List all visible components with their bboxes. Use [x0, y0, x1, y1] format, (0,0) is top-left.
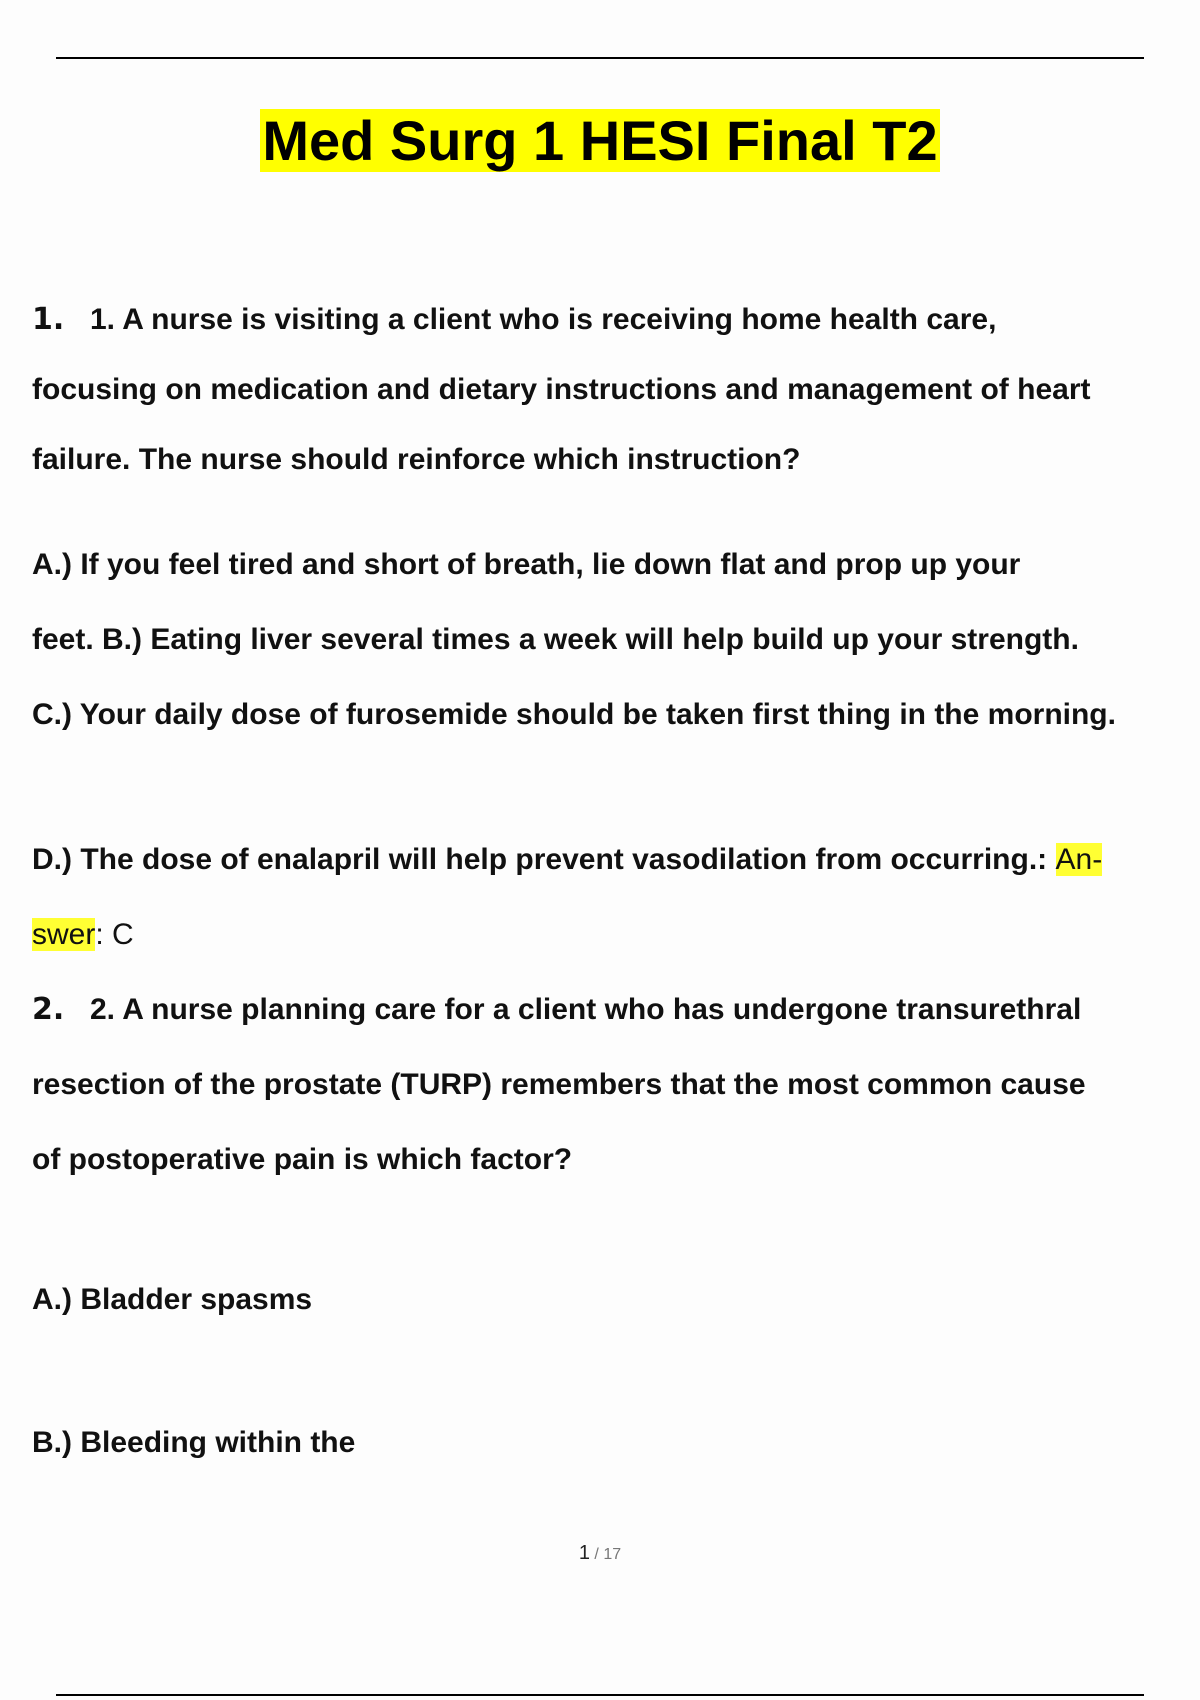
question-1-option-line-3: [32, 695, 1192, 840]
question-2-stem-line-1: 2. A nurse planning care for a client who has undergone transurethral: [90, 993, 1082, 1026]
question-1-stem-line-2: focusing on medication and dietary instructions and management of heart: [32, 373, 1091, 406]
question-1-line-3: [32, 440, 1192, 545]
page-number-current: 1: [578, 1542, 590, 1564]
answer-label-part-2: swer: [32, 918, 96, 951]
question-1-option-text-1: A.) If you feel tired and short of breath, lie down flat and prop up your: [32, 548, 1021, 581]
question-2-line-2: [32, 1065, 1192, 1140]
question-2-line-1: [32, 990, 1192, 1065]
question-2-stem-line-2: resection of the prostate (TURP) remembers that the most common cause: [32, 1068, 1086, 1101]
question-1-option-line-1: [32, 545, 1192, 620]
question-1-option-d-line: [32, 840, 1192, 915]
question-1-answer-value: : C: [95, 918, 134, 951]
question-2-number: 2.: [32, 992, 65, 1027]
question-1-line-1: [32, 300, 1192, 370]
top-rule: [56, 57, 1144, 59]
question-1-option-line-2: [32, 620, 1192, 695]
question-1-stem-line-1: 1. A nurse is visiting a client who is receiving home health care,: [90, 303, 997, 336]
question-2: [32, 990, 1192, 1498]
question-1-option-d: D.) The dose of enalapril will help prevent vasodilation from occurring.:: [32, 843, 1056, 876]
page-number-total: / 17: [589, 1546, 622, 1563]
document-body: [32, 300, 1192, 1498]
question-2-stem-line-3: of postoperative pain is which factor?: [32, 1143, 573, 1176]
question-1-option-text-3: C.) Your daily dose of furosemide should be taken first thing in the morning.: [32, 698, 1116, 731]
question-2-line-3: [32, 1140, 1192, 1280]
question-2-option-b: B.) Bleeding within the: [32, 1426, 356, 1459]
page-number: [0, 1542, 1200, 1565]
document-title: [0, 105, 1200, 177]
question-2-option-b-line: [32, 1423, 1192, 1498]
question-2-option-a: A.) Bladder spasms: [32, 1283, 313, 1316]
document-title-text: Med Surg 1 HESI Final T2: [262, 109, 938, 172]
question-1-option-text-2: feet. B.) Eating liver several times a week will help build up your strength.: [32, 623, 1079, 656]
question-1: [32, 300, 1192, 990]
question-1-answer-line: [32, 915, 1192, 990]
question-2-option-a-line: [32, 1280, 1192, 1423]
question-1-stem-line-3: failure. The nurse should reinforce which instruction?: [32, 443, 801, 476]
question-1-number: 1.: [32, 302, 65, 337]
answer-label-part-1: An-: [1055, 843, 1103, 876]
question-1-line-2: [32, 370, 1192, 440]
bottom-rule: [56, 1694, 1144, 1696]
